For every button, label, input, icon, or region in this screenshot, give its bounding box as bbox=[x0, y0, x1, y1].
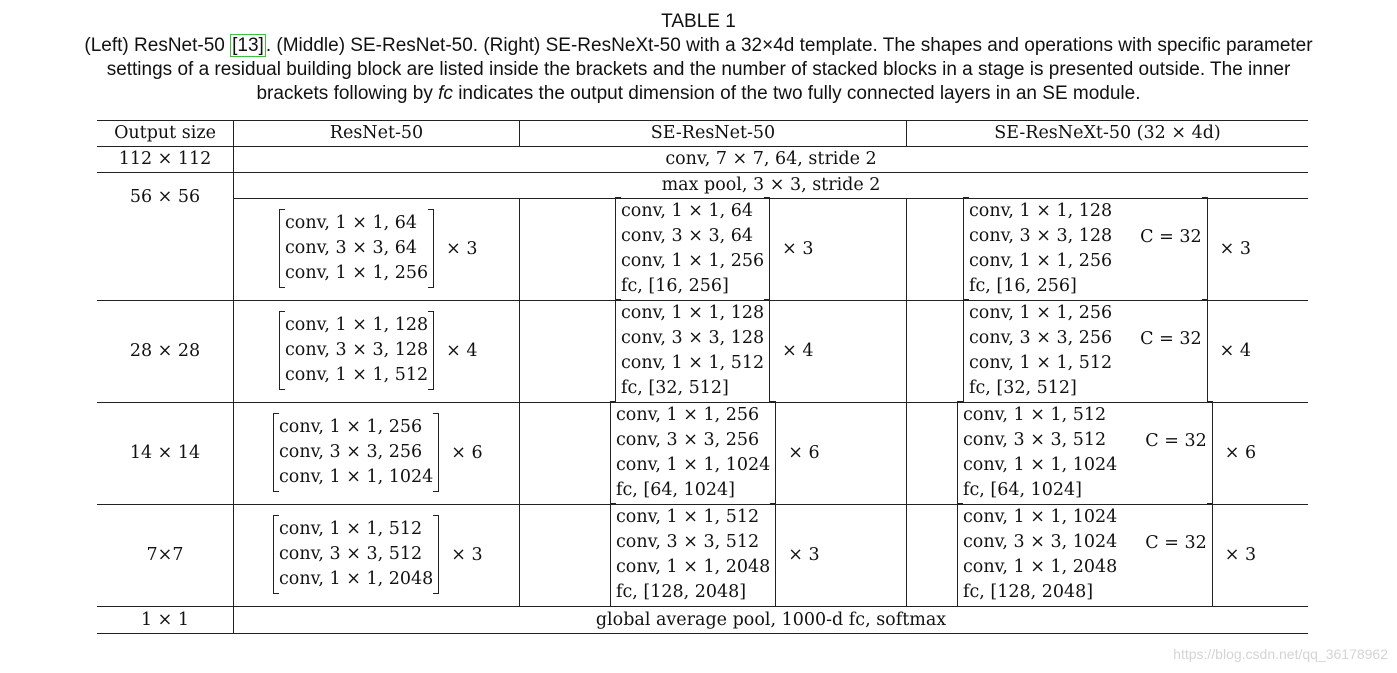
layer-line: conv, 1 × 1, 2048 bbox=[616, 557, 771, 577]
size-56: 56 × 56 bbox=[129, 187, 201, 207]
bracket bbox=[615, 299, 770, 403]
layer-line: conv, 3 × 3, 128 bbox=[285, 340, 429, 360]
layer-line: conv, 3 × 3, 128 bbox=[969, 226, 1113, 246]
layer-line: conv, 1 × 1, 512 bbox=[969, 353, 1113, 373]
header-se-resnext50: SE-ResNeXt-50 (32 × 4d) bbox=[994, 123, 1221, 143]
col-divider-3 bbox=[906, 198, 907, 606]
layer-line: conv, 1 × 1, 1024 bbox=[963, 507, 1118, 527]
layer-line: conv, 1 × 1, 2048 bbox=[279, 569, 434, 589]
stage4-resnet-block bbox=[273, 506, 483, 603]
layer-line: conv, 1 × 1, 1024 bbox=[963, 455, 1118, 475]
pool-op: max pool, 3 × 3, stride 2 bbox=[661, 175, 881, 195]
bracket bbox=[957, 401, 1213, 505]
layer-line: conv, 1 × 1, 128 bbox=[285, 315, 429, 335]
layer-line: conv, 1 × 1, 256 bbox=[621, 251, 765, 271]
block-multiplier: × 3 bbox=[446, 238, 478, 259]
block-multiplier: × 3 bbox=[782, 239, 814, 259]
layer-line: conv, 1 × 1, 1024 bbox=[616, 455, 771, 475]
col-divider-2 bbox=[519, 198, 520, 606]
fc-line: fc, [16, 256] bbox=[621, 276, 729, 296]
layer-line: conv, 1 × 1, 512 bbox=[285, 365, 429, 385]
watermark: https://blog.csdn.net/qq_36178962 bbox=[1173, 646, 1388, 662]
stage4-sx-block bbox=[957, 505, 1256, 605]
layer-line: conv, 3 × 3, 128 bbox=[621, 328, 765, 348]
fc-line: fc, [32, 512] bbox=[621, 378, 729, 398]
cardinality: C = 32 bbox=[1140, 328, 1202, 349]
bracket bbox=[610, 401, 776, 505]
rule-bottom bbox=[97, 633, 1308, 634]
block-multiplier: × 4 bbox=[782, 341, 814, 361]
stage3-sx-block bbox=[957, 403, 1256, 503]
caption-text: brackets following by bbox=[256, 83, 439, 104]
header-output-size: Output size bbox=[114, 123, 216, 143]
caption-line-1 bbox=[0, 34, 1397, 58]
bracket bbox=[963, 299, 1208, 403]
caption-line-3 bbox=[0, 82, 1397, 106]
stage1-se-block bbox=[615, 199, 814, 299]
layer-line: conv, 1 × 1, 256 bbox=[616, 405, 760, 425]
layer-line: conv, 1 × 1, 64 bbox=[285, 213, 417, 233]
citation-link[interactable]: [13] bbox=[232, 35, 264, 56]
layer-line: conv, 1 × 1, 1024 bbox=[279, 467, 434, 487]
caption-text-italic: fc bbox=[438, 83, 453, 104]
layer-line: conv, 1 × 1, 256 bbox=[969, 251, 1113, 271]
block-multiplier: × 3 bbox=[451, 544, 483, 565]
layer-line: conv, 3 × 3, 256 bbox=[969, 328, 1113, 348]
layer-line: conv, 3 × 3, 512 bbox=[963, 430, 1107, 450]
block-multiplier: × 6 bbox=[451, 442, 483, 463]
layer-line: conv, 1 × 1, 256 bbox=[969, 303, 1113, 323]
layer-line: conv, 1 × 1, 2048 bbox=[963, 557, 1118, 577]
layer-line: conv, 1 × 1, 128 bbox=[621, 303, 765, 323]
cardinality: C = 32 bbox=[1145, 532, 1207, 553]
stage2-sx-block bbox=[963, 301, 1251, 401]
layer-line: conv, 1 × 1, 512 bbox=[621, 353, 765, 373]
fc-line: fc, [64, 1024] bbox=[616, 480, 735, 500]
size-1: 1 × 1 bbox=[140, 609, 190, 630]
conv1-op: conv, 7 × 7, 64, stride 2 bbox=[665, 149, 877, 169]
cardinality: C = 32 bbox=[1145, 430, 1207, 451]
layer-line: conv, 1 × 1, 64 bbox=[621, 201, 753, 221]
final-op: global average pool, 1000-d fc, softmax bbox=[595, 609, 947, 630]
caption-text: indicates the output dimension of the two fully connected layers in an SE module. bbox=[452, 83, 1141, 104]
size-14: 14 × 14 bbox=[129, 443, 201, 463]
block-multiplier: × 4 bbox=[1219, 341, 1251, 361]
layer-line: conv, 3 × 3, 256 bbox=[616, 430, 760, 450]
size-28: 28 × 28 bbox=[129, 341, 201, 361]
bracket bbox=[963, 197, 1208, 301]
caption-text: (Left) ResNet-50 bbox=[84, 35, 231, 56]
layer-line: conv, 1 × 1, 256 bbox=[279, 417, 423, 437]
block-multiplier: × 6 bbox=[1224, 443, 1257, 463]
layer-line: conv, 3 × 3, 512 bbox=[616, 532, 760, 552]
bracket bbox=[273, 515, 439, 594]
fc-line: fc, [128, 2048] bbox=[616, 582, 747, 602]
block-multiplier: × 4 bbox=[446, 340, 478, 361]
header-se-resnet50: SE-ResNet-50 bbox=[650, 123, 776, 143]
bracket bbox=[615, 197, 770, 301]
fc-line: fc, [64, 1024] bbox=[963, 480, 1082, 500]
cardinality: C = 32 bbox=[1140, 226, 1202, 247]
size-112: 112 × 112 bbox=[118, 149, 212, 169]
caption-line-2: settings of a residual building block are listed inside the brackets and the number of stacked blocks in a stage is presented outside. The inner bbox=[106, 59, 1291, 80]
table-caption bbox=[0, 10, 1397, 106]
block-multiplier: × 6 bbox=[788, 443, 820, 463]
stage2-se-block bbox=[615, 301, 814, 401]
bracket bbox=[279, 209, 434, 288]
stage2-resnet-block bbox=[279, 302, 478, 399]
header-resnet50: ResNet-50 bbox=[329, 123, 424, 143]
block-multiplier: × 3 bbox=[1219, 239, 1251, 259]
stage3-se-block bbox=[610, 403, 820, 503]
stage4-se-block bbox=[610, 505, 820, 605]
fc-line: fc, [32, 512] bbox=[969, 378, 1077, 398]
stage1-resnet-block bbox=[279, 200, 478, 297]
layer-line: conv, 3 × 3, 1024 bbox=[963, 532, 1118, 552]
caption-text: . (Middle) SE-ResNet-50. (Right) SE-ResNeXt-50 with a 32×4d template. The shapes and operations with specific parameter bbox=[265, 35, 1313, 56]
layer-line: conv, 3 × 3, 64 bbox=[621, 226, 753, 246]
table-label: TABLE 1 bbox=[661, 11, 736, 32]
layer-line: conv, 3 × 3, 512 bbox=[279, 544, 423, 564]
layer-line: conv, 1 × 1, 512 bbox=[616, 507, 760, 527]
block-multiplier: × 3 bbox=[1224, 545, 1257, 565]
layer-line: conv, 3 × 3, 256 bbox=[279, 442, 423, 462]
layer-line: conv, 3 × 3, 64 bbox=[285, 238, 417, 258]
bracket bbox=[279, 311, 434, 390]
layer-line: conv, 1 × 1, 512 bbox=[279, 519, 423, 539]
layer-line: conv, 1 × 1, 128 bbox=[969, 201, 1113, 221]
bracket bbox=[957, 503, 1213, 607]
layer-line: conv, 1 × 1, 256 bbox=[285, 263, 429, 283]
fc-line: fc, [16, 256] bbox=[969, 276, 1077, 296]
fc-line: fc, [128, 2048] bbox=[963, 582, 1094, 602]
bracket bbox=[610, 503, 776, 607]
block-multiplier: × 3 bbox=[788, 545, 820, 565]
layer-line: conv, 1 × 1, 512 bbox=[963, 405, 1107, 425]
stage1-sx-block bbox=[963, 199, 1251, 299]
stage3-resnet-block bbox=[273, 404, 483, 501]
bracket bbox=[273, 413, 439, 492]
size-7: 7×7 bbox=[146, 545, 184, 565]
